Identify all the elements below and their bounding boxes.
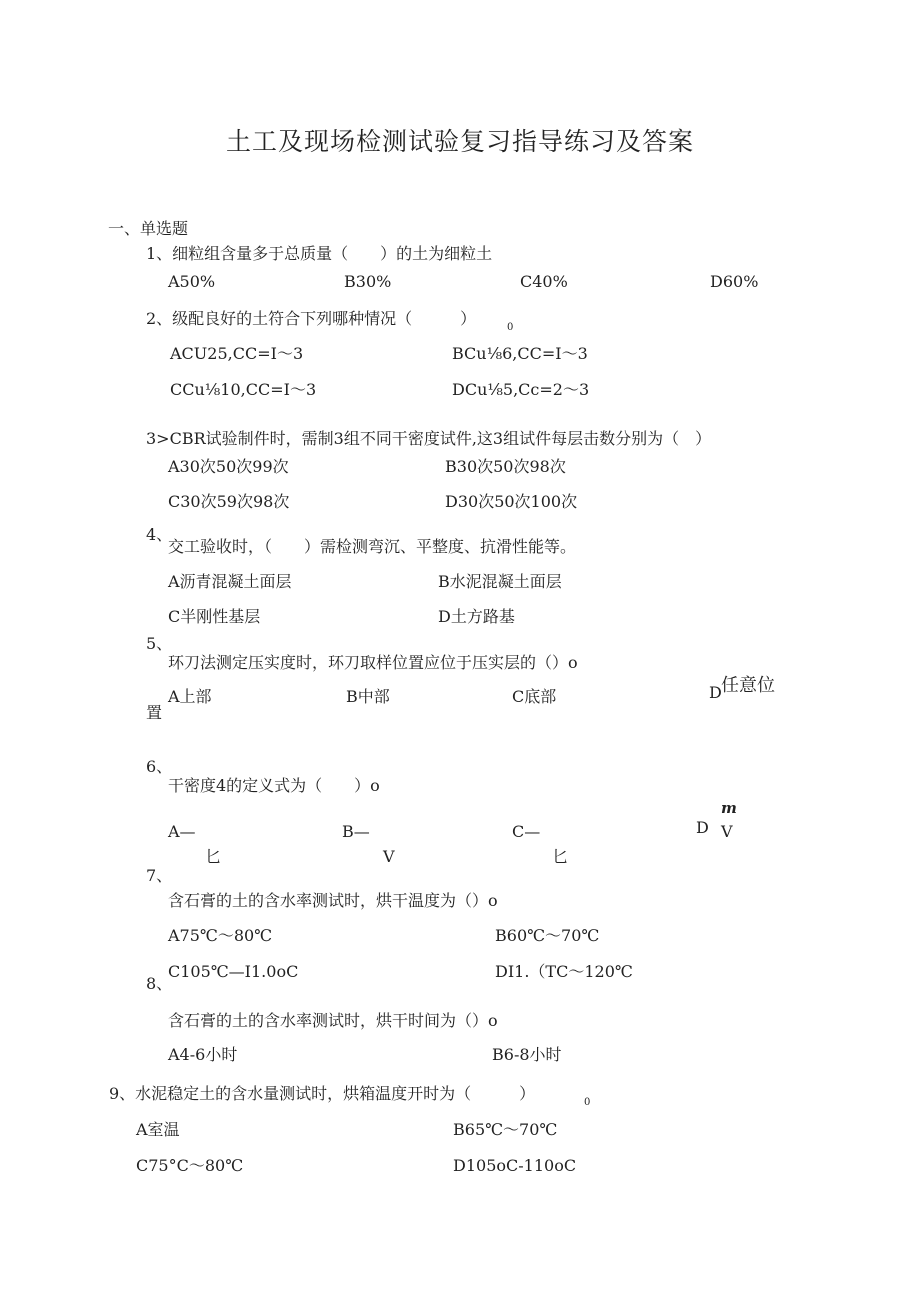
q4-stem: 交工验收时，（ ）需检测弯沉、平整度、抗滑性能等。 <box>168 537 577 556</box>
q3-option-b: B30次50次98次 <box>445 457 566 476</box>
q5-stem: 环刀法测定压实度时，环刀取样位置应位于压实层的（）o <box>168 653 578 672</box>
q9-option-c: C75°C～80℃ <box>136 1156 244 1175</box>
q7-option-b: B60℃～70℃ <box>495 926 600 945</box>
q9-stem: 9、水泥稳定土的含水量测试时，烘箱温度开时为（ ） <box>109 1084 536 1103</box>
q6-option-b-denominator: V <box>383 847 395 866</box>
q5-number: 5、 <box>146 634 173 653</box>
q4-option-a: A沥青混凝土面层 <box>168 572 292 591</box>
q5-option-a: A上部 <box>168 687 212 706</box>
q6-option-b: B— <box>342 822 370 841</box>
q2-option-d: DCu⅛5,Cc=2～3 <box>452 380 590 399</box>
q9-option-b: B65℃～70℃ <box>453 1120 558 1139</box>
q8-stem: 含石膏的土的含水率测试时，烘干时间为（）o <box>168 1011 498 1030</box>
q6-option-d: D <box>696 818 709 837</box>
q2-tail: 0 <box>507 322 514 333</box>
q4-option-b: B水泥混凝土面层 <box>438 572 562 591</box>
q9-option-a: A室温 <box>136 1120 180 1139</box>
q1-option-d: D60% <box>710 272 759 291</box>
q4-option-c: C半刚性基层 <box>168 607 261 626</box>
q6-stem: 干密度4的定义式为（ ）o <box>168 776 380 795</box>
q7-option-a: A75℃～80℃ <box>168 926 273 945</box>
q2-stem: 2、级配良好的土符合下列哪种情况（ ） <box>146 309 477 328</box>
q3-option-a: A30次50次99次 <box>168 457 289 476</box>
q1-option-c: C40% <box>520 272 568 291</box>
q5-option-d-prefix: D <box>709 683 722 702</box>
page-title: 土工及现场检测试验复习指导练习及答案 <box>225 127 694 156</box>
q9-tail: 0 <box>584 1097 591 1108</box>
q5-option-d-text: 任意位 <box>721 675 775 696</box>
q9-option-d: D105oC-110oC <box>453 1156 577 1175</box>
q8-number: 8、 <box>146 974 173 993</box>
q5-option-c: C底部 <box>512 687 557 706</box>
q3-stem: 3>CBR试验制件时，需制3组不同干密度试件,这3组试件每层击数分别为（ ） <box>146 429 712 448</box>
q6-option-a: A— <box>168 822 196 841</box>
q7-option-d: DI1.（TC～120℃ <box>495 962 633 981</box>
q6-option-c-denominator: 匕 <box>552 847 569 866</box>
q8-option-a: A4-6小时 <box>168 1045 238 1064</box>
q7-option-c: C105℃—I1.0oC <box>168 962 299 981</box>
q4-number: 4、 <box>146 525 173 544</box>
q7-number: 7、 <box>146 866 173 885</box>
q7-stem: 含石膏的土的含水率测试时，烘干温度为（）o <box>168 891 498 910</box>
q4-option-d: D土方路基 <box>438 607 515 626</box>
q8-option-b: B6-8小时 <box>492 1045 562 1064</box>
q1-option-a: A50% <box>168 272 216 291</box>
q1-option-b: B30% <box>344 272 392 291</box>
q5-option-d-wrap: 置 <box>146 703 163 722</box>
q6-numerator-m: m <box>721 799 737 817</box>
q2-option-a: ACU25,CC=I～3 <box>170 344 304 363</box>
q6-option-c: C— <box>512 822 541 841</box>
q3-option-d: D30次50次100次 <box>445 492 578 511</box>
q6-option-d-denominator: V <box>721 822 733 841</box>
q6-option-a-denominator: 匕 <box>205 847 222 866</box>
q2-option-c: CCu⅛10,CC=I～3 <box>170 380 317 399</box>
q3-option-c: C30次59次98次 <box>168 492 290 511</box>
q6-number: 6、 <box>146 757 173 776</box>
q5-option-b: B中部 <box>346 687 390 706</box>
q2-option-b: BCu⅛6,CC=I～3 <box>452 344 588 363</box>
q1-stem: 1、细粒组含量多于总质量（ ）的土为细粒土 <box>146 244 493 263</box>
section-heading: 一、单选题 <box>108 219 189 238</box>
